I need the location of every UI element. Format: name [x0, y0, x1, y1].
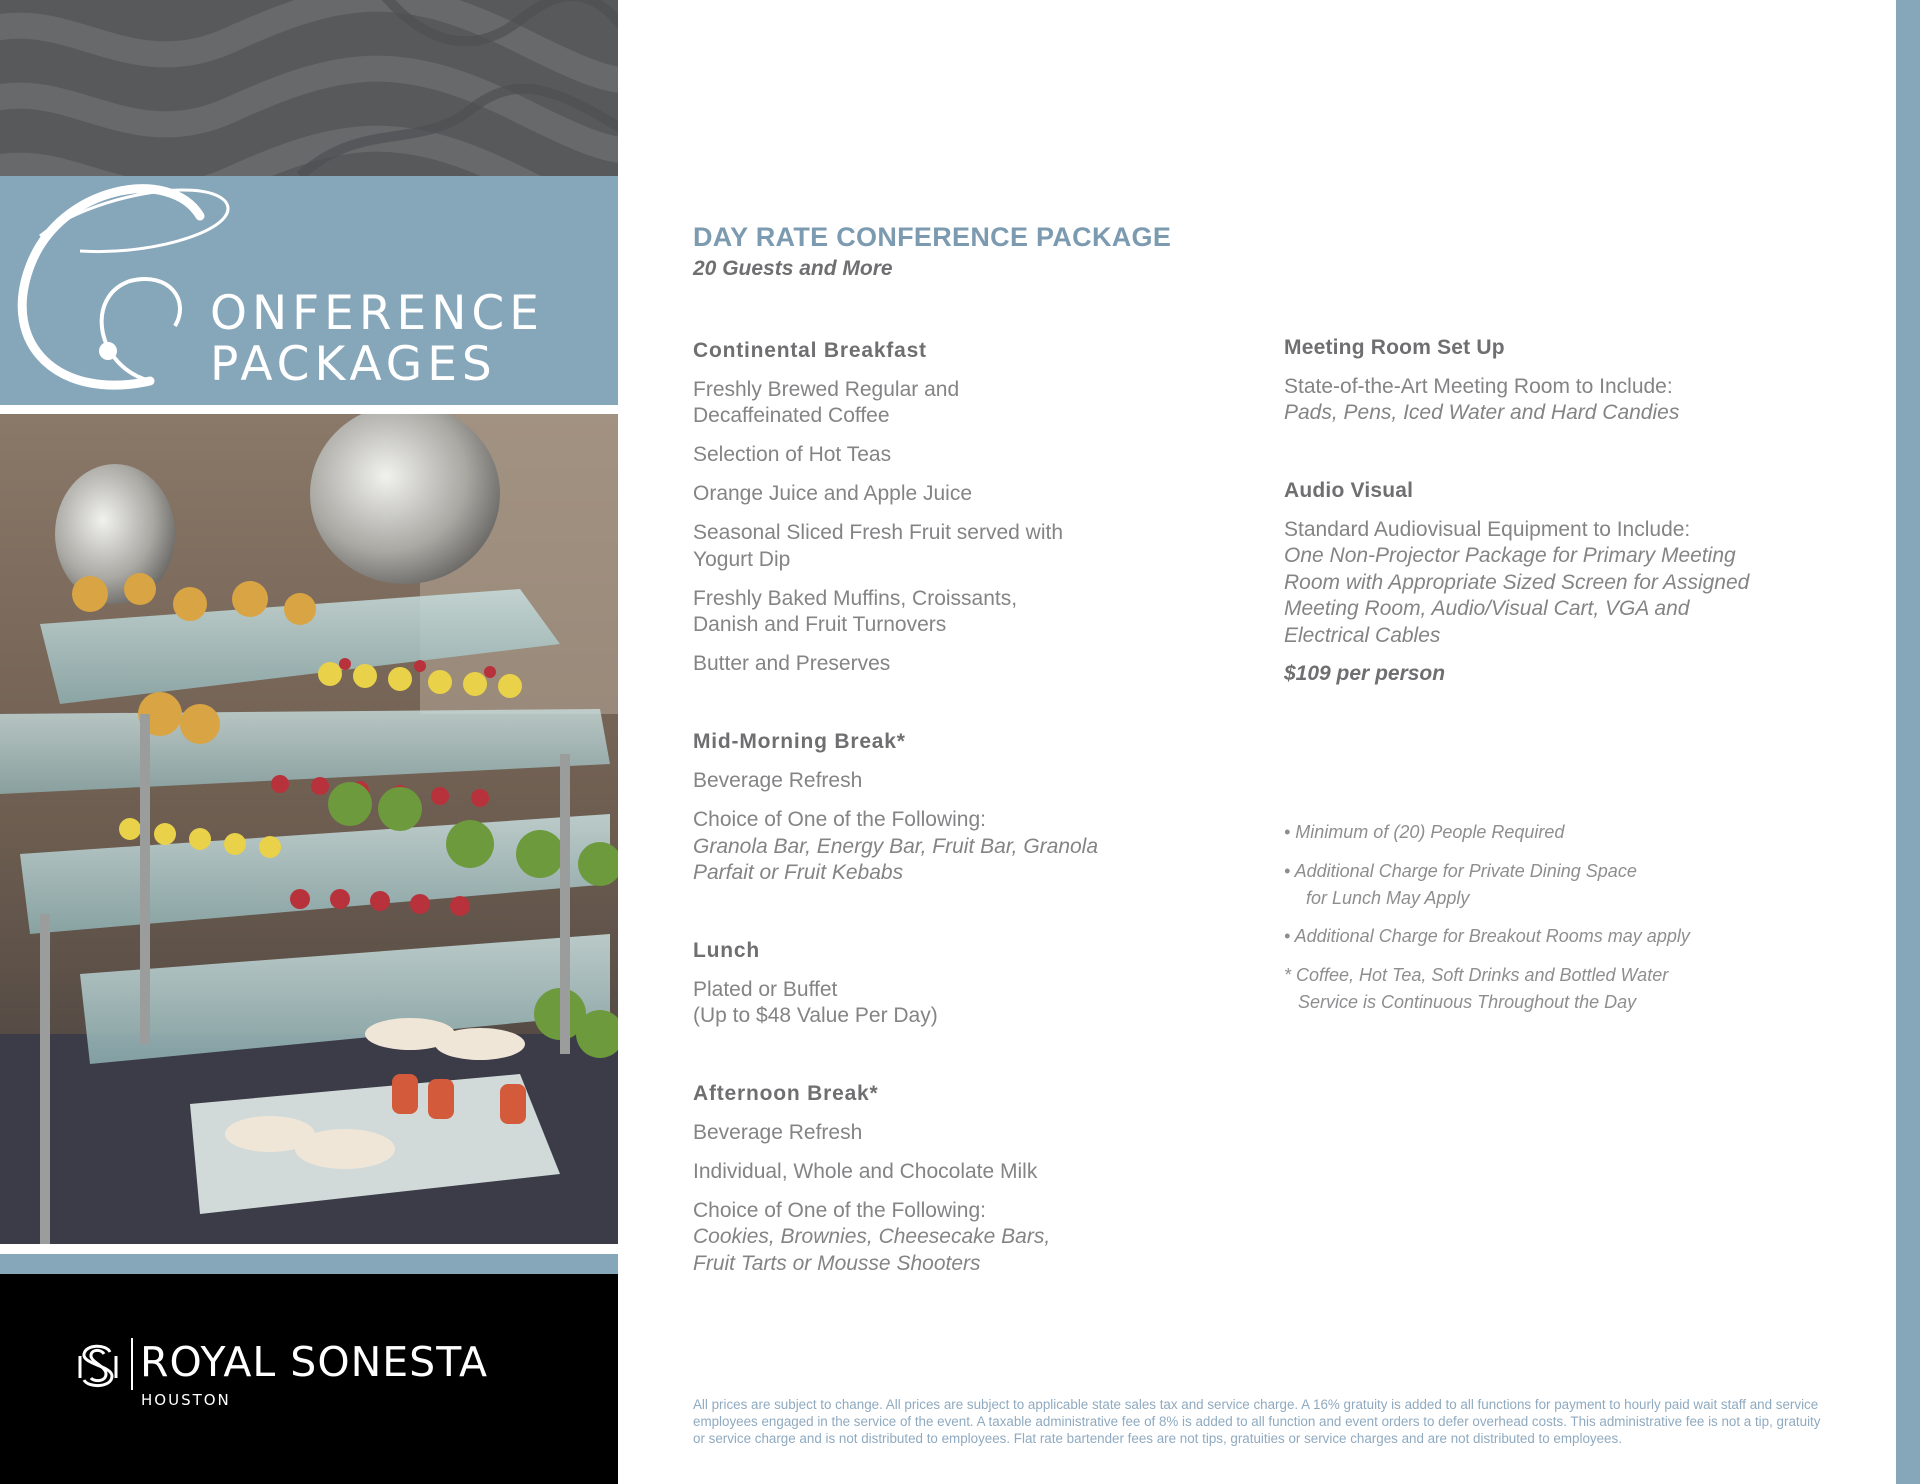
- menu-item: Freshly Baked Muffins, Croissants,: [693, 587, 1018, 610]
- section-heading-lunch: Lunch: [693, 939, 760, 962]
- menu-item: Granola Bar, Energy Bar, Fruit Bar, Granola: [693, 835, 1099, 858]
- note-item: • Additional Charge for Private Dining Space: [1284, 861, 1637, 881]
- logo-city: HOUSTON: [141, 1391, 231, 1409]
- menu-item: Danish and Fruit Turnovers: [693, 613, 947, 636]
- title-band: [0, 176, 618, 405]
- menu-item: Butter and Preserves: [693, 652, 891, 675]
- section-heading-audio-visual: Audio Visual: [1284, 479, 1414, 502]
- service-item: State-of-the-Art Meeting Room to Include:: [1284, 375, 1673, 398]
- menu-item: Decaffeinated Coffee: [693, 404, 890, 427]
- section-heading-meeting-room: Meeting Room Set Up: [1284, 336, 1505, 359]
- logo-divider: [131, 1338, 133, 1390]
- service-item: Standard Audiovisual Equipment to Include:: [1284, 518, 1691, 541]
- title-line-conference: ONFERENCE: [210, 286, 544, 341]
- buffet-illustration: [0, 414, 618, 1244]
- menu-item: Beverage Refresh: [693, 1121, 863, 1144]
- menu-item: Fruit Tarts or Mousse Shooters: [693, 1252, 981, 1275]
- menu-item: Orange Juice and Apple Juice: [693, 482, 973, 505]
- menu-item: Selection of Hot Teas: [693, 443, 892, 466]
- sonesta-s-logo-icon: [76, 1342, 120, 1390]
- menu-item: Individual, Whole and Chocolate Milk: [693, 1160, 1038, 1183]
- menu-item: Freshly Brewed Regular and: [693, 378, 960, 401]
- brand-logo-area: [0, 1274, 618, 1484]
- page-subtitle: 20 Guests and More: [693, 257, 893, 280]
- package-price: $109 per person: [1284, 662, 1446, 685]
- right-edge-stripe: [1896, 0, 1920, 1484]
- left-panel: [0, 0, 618, 1484]
- script-c-monogram: [0, 176, 240, 405]
- menu-item: Choice of One of the Following:: [693, 808, 986, 831]
- menu-item: Parfait or Fruit Kebabs: [693, 861, 904, 884]
- note-item: for Lunch May Apply: [1306, 888, 1470, 908]
- pricing-disclaimer: All prices are subject to change. All prices are subject to applicable state sales tax and service charge. A 16% gratuity is added to all functions for payment to hourly paid wait staff and service employees engaged in the service of the event. A taxable administrative fee of 8% is added to all function and event orders to defer overhead costs. This administrative fee is not a tip, gratuity or service charge and is not distributed to employees. Flat rate bartender fees are not tips, gratuities or service charges and are not distributed to employees.: [693, 1397, 1821, 1447]
- page-title: DAY RATE CONFERENCE PACKAGE: [693, 222, 1172, 252]
- service-item: Room with Appropriate Sized Screen for Assigned: [1284, 571, 1750, 594]
- service-item: Electrical Cables: [1284, 624, 1441, 647]
- menu-item: Beverage Refresh: [693, 769, 863, 792]
- accent-strip: [0, 1254, 618, 1274]
- divider: [0, 405, 618, 414]
- section-heading-continental-breakfast: Continental Breakfast: [693, 339, 927, 362]
- divider: [0, 1244, 618, 1254]
- note-item: • Additional Charge for Breakout Rooms may apply: [1284, 926, 1690, 946]
- menu-item: Yogurt Dip: [693, 548, 791, 571]
- section-heading-mid-morning-break: Mid-Morning Break*: [693, 730, 906, 753]
- note-item: * Coffee, Hot Tea, Soft Drinks and Bottled Water: [1284, 965, 1669, 985]
- logo-wordmark: ROYAL SONESTA: [140, 1338, 489, 1386]
- menu-item: Plated or Buffet: [693, 978, 838, 1001]
- wave-pattern-graphic: [0, 0, 618, 176]
- menu-item: Seasonal Sliced Fresh Fruit served with: [693, 521, 1063, 544]
- note-item: • Minimum of (20) People Required: [1284, 822, 1565, 842]
- service-item: One Non-Projector Package for Primary Meeting: [1284, 544, 1736, 567]
- buffet-photo: [0, 414, 618, 1244]
- title-line-packages: PACKAGES: [210, 337, 497, 392]
- service-item: Meeting Room, Audio/Visual Cart, VGA and: [1284, 597, 1690, 620]
- menu-item: Choice of One of the Following:: [693, 1199, 986, 1222]
- section-heading-afternoon-break: Afternoon Break*: [693, 1082, 879, 1105]
- decorative-pattern-band: [0, 0, 618, 176]
- note-item: Service is Continuous Throughout the Day: [1298, 992, 1637, 1012]
- menu-item: Cookies, Brownies, Cheesecake Bars,: [693, 1225, 1051, 1248]
- menu-item: (Up to $48 Value Per Day): [693, 1004, 938, 1027]
- service-item: Pads, Pens, Iced Water and Hard Candies: [1284, 401, 1680, 424]
